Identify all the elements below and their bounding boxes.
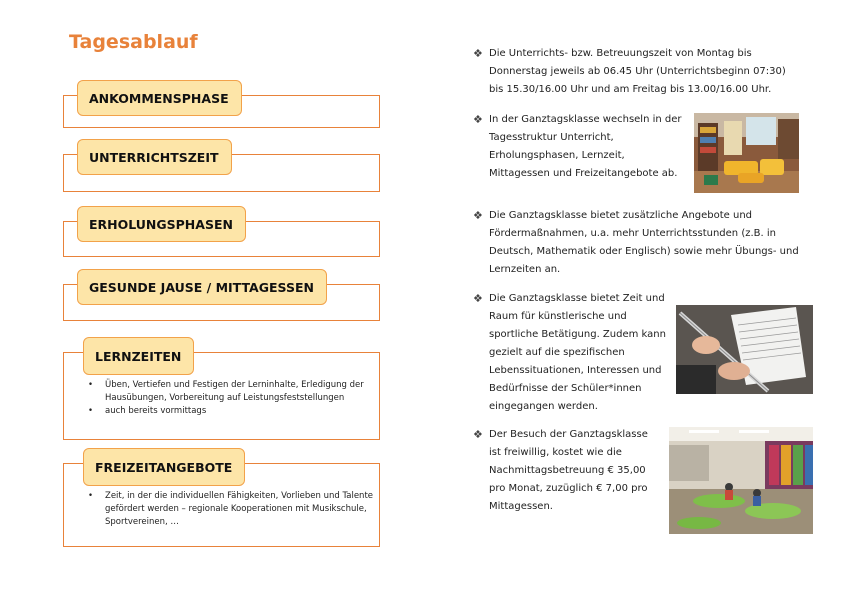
phase-label: ANKOMMENSPHASE <box>77 80 242 116</box>
bullet-text: Die Ganztagsklasse bietet zusätzliche Angebote und Fördermaßnahmen, u.a. mehr Unterrichtsstunden (z.B. in Deutsch, Mathematik oder Englisch) sowie mehr Übungs- und Lernzeiten an. <box>489 210 799 275</box>
diamond-bullet-icon: ❖ <box>473 47 483 60</box>
list-item: • Zeit, in der die individuellen Fähigkeiten, Vorlieben und Talente gefördert werden – regionale Kooperationen mit Musikschule, Sportvereinen, … <box>85 490 376 529</box>
diamond-bullet-icon: ❖ <box>473 113 483 126</box>
info-bullet-freizeit <box>473 290 671 416</box>
bullet-text: In der Ganztagsklasse wechseln in der Tagesstruktur Unterricht, Erholungsphasen, Lernzeit, Mittagessen und Freizeitangebote ab. <box>489 114 682 179</box>
diamond-bullet-icon: ❖ <box>473 209 483 222</box>
phase-label: GESUNDE JAUSE / MITTAGESSEN <box>77 269 327 305</box>
phase-label: LERNZEITEN <box>83 337 194 375</box>
phase-item-list <box>85 379 374 418</box>
phase-label: ERHOLUNGSPHASEN <box>77 206 246 242</box>
phase-unterrichtszeit <box>63 139 380 192</box>
classroom-photo <box>694 113 799 193</box>
phase-label: UNTERRICHTSZEIT <box>77 139 232 175</box>
flute-musician-photo <box>676 305 813 394</box>
info-bullet-tagesstruktur <box>473 111 688 183</box>
phase-freizeitangebote <box>63 448 380 547</box>
phase-gesunde-jause-mittagessen <box>63 269 380 321</box>
info-bullet-angebote <box>473 207 809 279</box>
bullet-text: Die Unterrichts- bzw. Betreuungszeit von Montag bis Donnerstag jeweils ab 06.45 Uhr (Unterrichtsbeginn 07:30) bis 15.30/16.00 Uhr und am Freitag bis 13.00/16.00 Uhr. <box>489 48 786 95</box>
bullet-text: Der Besuch der Ganztagsklasse ist freiwillig, kostet wie die Nachmittagsbetreuung € 35,00 pro Monat, zuzüglich € 7,00 pro Mittagessen. <box>489 429 648 512</box>
phase-item-list <box>85 490 376 529</box>
diamond-bullet-icon: ❖ <box>473 428 483 441</box>
info-bullet-kosten <box>473 426 658 516</box>
bullet-text: Die Ganztagsklasse bietet Zeit und Raum für künstlerische und sportliche Betätigung. Zudem kann gezielt auf die spezifischen Lebenssituationen, Interessen und Bedürfnisse der Schüler*innen eingegangen werden. <box>489 293 666 412</box>
phase-label: FREIZEITANGEBOTE <box>83 448 245 486</box>
phase-erholungsphasen <box>63 206 380 257</box>
diamond-bullet-icon: ❖ <box>473 292 483 305</box>
phase-lernzeiten <box>63 337 380 440</box>
page-title: Tagesablauf <box>69 31 198 53</box>
info-bullet-betreuungszeit <box>473 45 803 99</box>
dining-hall-photo <box>669 427 813 534</box>
list-item: • auch bereits vormittags <box>85 405 374 418</box>
list-item: • Üben, Vertiefen und Festigen der Lerninhalte, Erledigung der Hausübungen, Vorbereitung auf Leistungsfeststellungen <box>85 379 374 405</box>
phase-ankommensphase <box>63 80 380 128</box>
